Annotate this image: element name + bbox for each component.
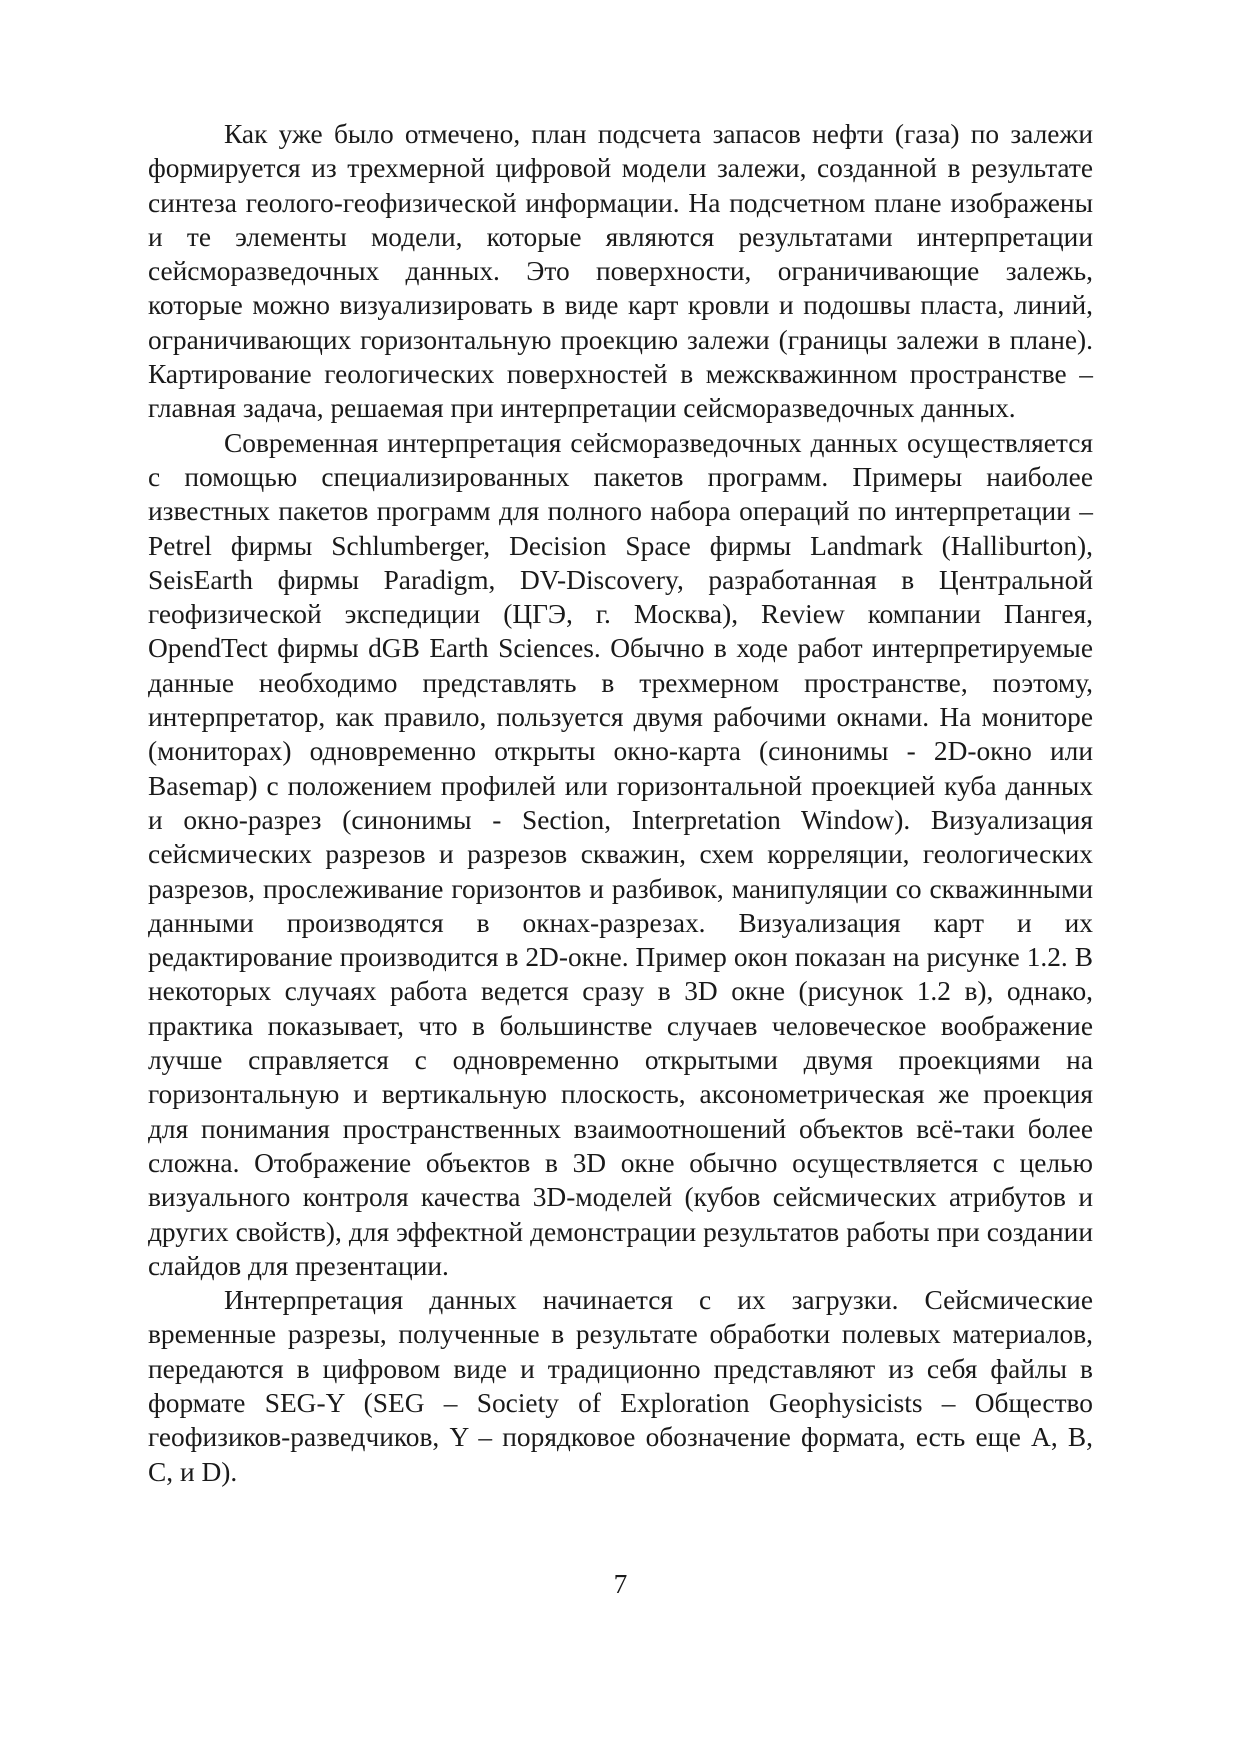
paragraph-data-loading: Интерпретация данных начинается с их загрузки. Сейсмические временные разрезы, полученные в результате обработки полевых материалов, передаются в цифровом виде и традиционно представляют из себя файлы в формате SEG-Y (SEG – Society of Exploration Geophysicists – Общество геофизиков-разведчиков, Y – порядковое обозначение формата, есть еще A, B, C, и D).	[148, 1285, 1093, 1487]
body-text	[148, 117, 1093, 1489]
paragraph-interpretation-software: Современная интерпретация сейсморазведочных данных осуществляется с помощью специализированных пакетов программ. Примеры наиболее известных пакетов программ для полного набора операций по интерпретации – Petrel фирмы Schlumberger, Decision Space фирмы Landmark (Halliburton), SeisEarth фирмы Paradigm, DV-Discovery, разработанная в Центральной геофизической экспедиции (ЦГЭ, г. Москва), Review компании Пангея, OpendTect фирмы dGB Earth Sciences. Обычно в ходе работ интерпретируемые данные необходимо представлять в трехмерном пространстве, поэтому, интерпретатор, как правило, пользуется двумя рабочими окнами. На мониторе (мониторах) одновременно открыты окно-карта (синонимы - 2D-окно или Basemap) с положением профилей или горизонтальной проекцией куба данных и окно-разрез (синонимы - Section, Interpretation Window). Визуализация сейсмических разрезов и разрезов скважин, схем корреляции, геологических разрезов, прослеживание горизонтов и разбивок, манипуляции со скважинными данными производятся в окнах-разрезах. Визуализация карт и их редактирование производится в 2D-окне. Пример окон показан на рисунке 1.2. В некоторых случаях работа ведется сразу в 3D окне (рисунок 1.2 в), однако, практика показывает, что в большинстве случаев человеческое воображение лучше справляется с одновременно открытыми двумя проекциями на горизонтальную и вертикальную плоскость, аксонометрическая же проекция для понимания пространственных взаимоотношений объектов всё-таки более сложна. Отображение объектов в 3D окне обычно осуществляется с целью визуального контроля качества 3D-моделей (кубов сейсмических атрибутов и других свойств), для эффектной демонстрации результатов работы при создании слайдов для презентации.	[148, 427, 1093, 1281]
paragraph-reserves-plan: Как уже было отмечено, план подсчета запасов нефти (газа) по залежи формируется из трехмерной цифровой модели залежи, созданной в результате синтеза геолого-геофизической информации. На подсчетном плане изображены и те элементы модели, которые являются результатами интерпретации сейсморазведочных данных. Это поверхности, ограничивающие залежь, которые можно визуализировать в виде карт кровли и подошвы пласта, линий, ограничивающих горизонтальную проекцию залежи (границы залежи в плане). Картирование геологических поверхностей в межскважинном пространстве – главная задача, решаемая при интерпретации сейсморазведочных данных.	[148, 119, 1093, 424]
page-number: 7	[613, 1569, 628, 1599]
